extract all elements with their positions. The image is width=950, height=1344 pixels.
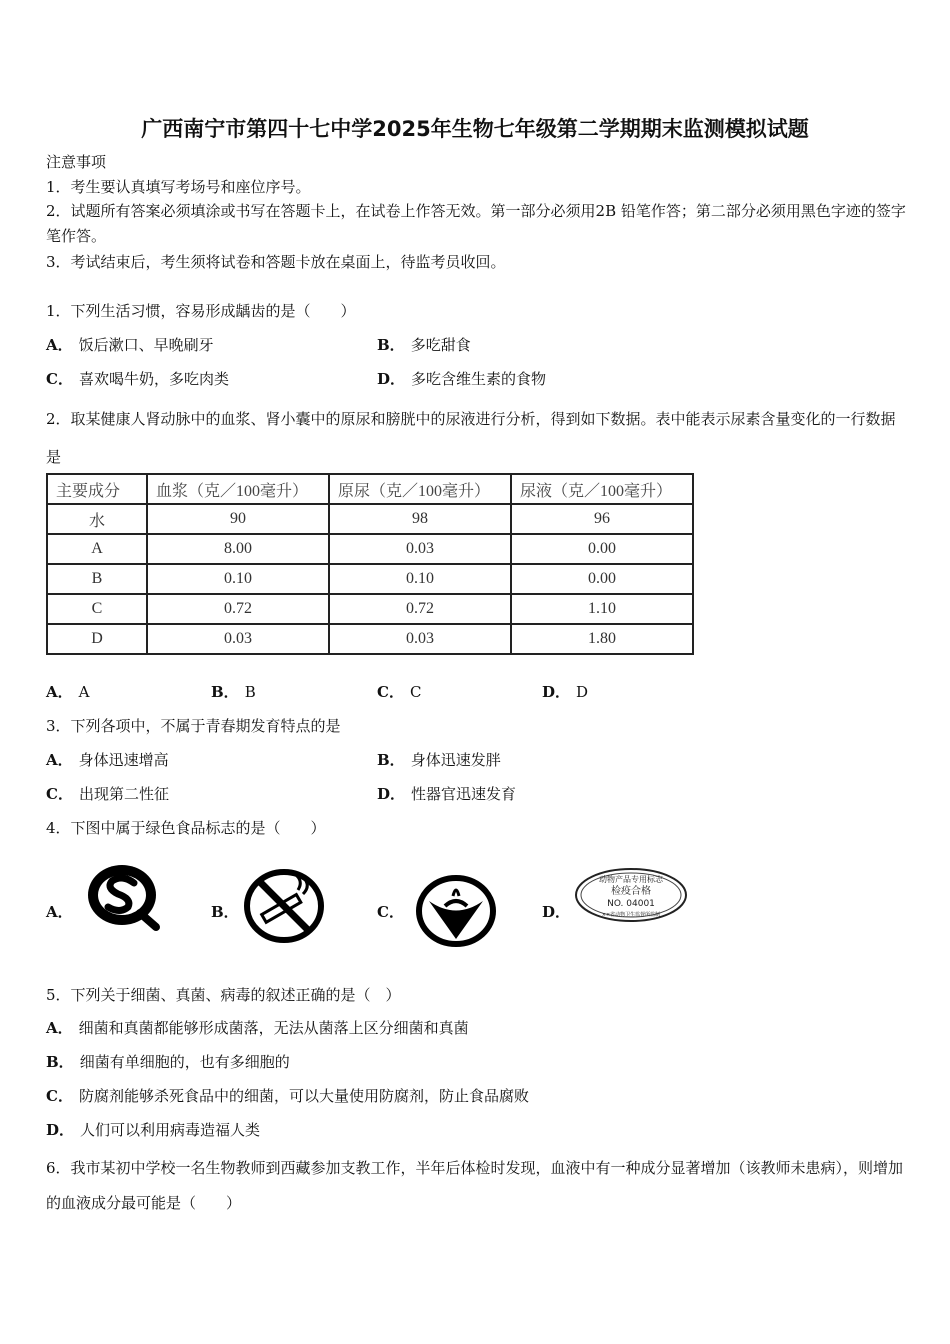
option-letter: D． xyxy=(377,785,406,803)
option-letter: C． xyxy=(46,785,73,803)
table-cell: 1.80 xyxy=(511,624,693,654)
notice-item-1: 1．考生要认真填写考场号和座位序号。 xyxy=(46,178,311,196)
notice-heading: 注意事项 xyxy=(46,153,107,171)
table-cell: D xyxy=(47,624,147,654)
green-food-logo-icon[interactable] xyxy=(415,874,497,948)
q2-option-a[interactable] xyxy=(46,682,89,702)
table-cell: 0.00 xyxy=(511,564,693,594)
table-cell: 0.72 xyxy=(147,594,329,624)
table-header: 血浆（克／100毫升） xyxy=(147,474,329,504)
table-cell: 0.03 xyxy=(329,534,511,564)
page-title: 广西南宁市第四十七中学2025年生物七年级第二学期期末监测模拟试题 xyxy=(141,117,809,141)
table-cell: 96 xyxy=(511,504,693,534)
q3-option-a[interactable] xyxy=(46,750,169,770)
q5-option-b[interactable] xyxy=(46,1052,290,1072)
option-letter: C． xyxy=(377,683,404,701)
table-cell: 90 xyxy=(147,504,329,534)
notice-item-2: 2．试题所有答案必须填涂或书写在答题卡上，在试卷上作答无效。第一部分必须用2B 铅笔作答；第二部分必须用黑色字迹的签字笔作答。 xyxy=(46,202,906,245)
option-letter: B． xyxy=(377,336,405,354)
option-letter: C． xyxy=(46,1087,73,1105)
q5-stem: 5．下列关于细菌、真菌、病毒的叙述正确的是（ ） xyxy=(46,986,401,1004)
table-row xyxy=(47,534,693,564)
option-text: 身体迅速增高 xyxy=(78,751,169,769)
seal-mid-text: 检疫合格 xyxy=(611,886,651,897)
option-text: 喜欢喝牛奶，多吃肉类 xyxy=(78,370,229,388)
table-cell: 水 xyxy=(47,504,147,534)
option-letter: B． xyxy=(46,1053,74,1071)
option-text: 性器官迅速发育 xyxy=(411,785,517,803)
option-letter: A． xyxy=(46,683,73,701)
table-row xyxy=(47,564,693,594)
qs-logo-icon[interactable] xyxy=(84,861,164,933)
q1-option-b[interactable] xyxy=(377,335,471,355)
table-cell: 0.10 xyxy=(329,564,511,594)
q3-option-b[interactable] xyxy=(377,750,501,770)
option-text: D xyxy=(576,683,589,701)
q2-stem: 2．取某健康人肾动脉中的血浆、肾小囊中的原尿和膀胱中的尿液进行分析，得到如下数据。表中能表示尿素含量变化的一行数据是 xyxy=(46,410,896,466)
quarantine-seal-icon[interactable] xyxy=(572,866,690,924)
table-header: 尿液（克／100毫升） xyxy=(511,474,693,504)
table-header-row xyxy=(47,474,693,504)
option-text: 身体迅速发胖 xyxy=(410,751,501,769)
option-text: A xyxy=(78,683,90,701)
q2-option-d[interactable] xyxy=(542,682,588,702)
option-text: 饭后漱口、早晚刷牙 xyxy=(78,336,214,354)
table-cell: B xyxy=(47,564,147,594)
table-cell: 0.00 xyxy=(511,534,693,564)
table-row xyxy=(47,504,693,534)
option-text: 多吃含维生素的食物 xyxy=(411,370,547,388)
q4-option-d-label[interactable]: D． xyxy=(542,903,571,921)
table-header: 原尿（克／100毫升） xyxy=(329,474,511,504)
q1-option-d[interactable] xyxy=(377,369,546,389)
no-smoking-icon[interactable] xyxy=(243,868,325,944)
q3-option-d[interactable] xyxy=(377,784,516,804)
table-cell: C xyxy=(47,594,147,624)
q5-option-c[interactable] xyxy=(46,1086,529,1106)
q2-option-c[interactable] xyxy=(377,682,421,702)
option-letter: C． xyxy=(46,370,73,388)
q4-option-b-label[interactable]: B． xyxy=(211,903,239,921)
q2-option-b[interactable] xyxy=(211,682,256,702)
q1-stem: 1．下列生活习惯，容易形成龋齿的是（ ） xyxy=(46,302,356,320)
option-text: 人们可以利用病毒造福人类 xyxy=(80,1121,261,1139)
q1-option-c[interactable] xyxy=(46,369,229,389)
option-text: 多吃甜食 xyxy=(410,336,471,354)
option-letter: D． xyxy=(46,1121,75,1139)
option-letter: D． xyxy=(377,370,406,388)
option-letter: D． xyxy=(542,683,571,701)
q3-option-c[interactable] xyxy=(46,784,169,804)
table-row xyxy=(47,594,693,624)
urine-data-table xyxy=(46,473,694,655)
option-text: 细菌和真菌都能够形成菌落，无法从菌落上区分细菌和真菌 xyxy=(78,1019,469,1037)
q3-stem: 3．下列各项中，不属于青春期发育特点的是 xyxy=(46,717,341,735)
q4-stem: 4．下图中属于绿色食品标志的是（ ） xyxy=(46,819,326,837)
q5-option-a[interactable] xyxy=(46,1018,469,1038)
q4-option-c-label[interactable]: C． xyxy=(377,903,404,921)
option-text: 出现第二性征 xyxy=(78,785,169,803)
option-letter: A． xyxy=(46,336,73,354)
table-cell: 0.03 xyxy=(147,624,329,654)
table-cell: 0.03 xyxy=(329,624,511,654)
table-cell: 98 xyxy=(329,504,511,534)
option-letter: B． xyxy=(211,683,239,701)
table-header: 主要成分 xyxy=(47,474,147,504)
q5-option-d[interactable] xyxy=(46,1120,260,1140)
seal-top-text: 动物产品专用标志 xyxy=(599,875,663,884)
option-letter: A． xyxy=(46,751,73,769)
table-cell: 0.72 xyxy=(329,594,511,624)
option-text: 细菌有单细胞的，也有多细胞的 xyxy=(79,1053,290,1071)
table-cell: A xyxy=(47,534,147,564)
table-cell: 8.00 xyxy=(147,534,329,564)
seal-bottom-text: ××省动物卫生监督所监制 xyxy=(601,912,661,918)
option-text: C xyxy=(409,683,422,701)
table-cell: 0.10 xyxy=(147,564,329,594)
q6-stem: 6．我市某初中学校一名生物教师到西藏参加支教工作，半年后体检时发现，血液中有一种成分显著增加（该教师未患病），则增加的血液成分最可能是（ ） xyxy=(46,1159,904,1212)
q4-option-a-label[interactable]: A． xyxy=(46,903,73,921)
option-text: B xyxy=(244,683,256,701)
q1-option-a[interactable] xyxy=(46,335,214,355)
option-text: 防腐剂能够杀死食品中的细菌，可以大量使用防腐剂，防止食品腐败 xyxy=(78,1087,529,1105)
option-letter: B． xyxy=(377,751,405,769)
seal-number-text: NO. 04001 xyxy=(607,899,655,909)
option-letter: A． xyxy=(46,1019,73,1037)
table-row xyxy=(47,624,693,654)
notice-item-3: 3．考试结束后，考生须将试卷和答题卡放在桌面上，待监考员收回。 xyxy=(46,253,506,271)
table-cell: 1.10 xyxy=(511,594,693,624)
